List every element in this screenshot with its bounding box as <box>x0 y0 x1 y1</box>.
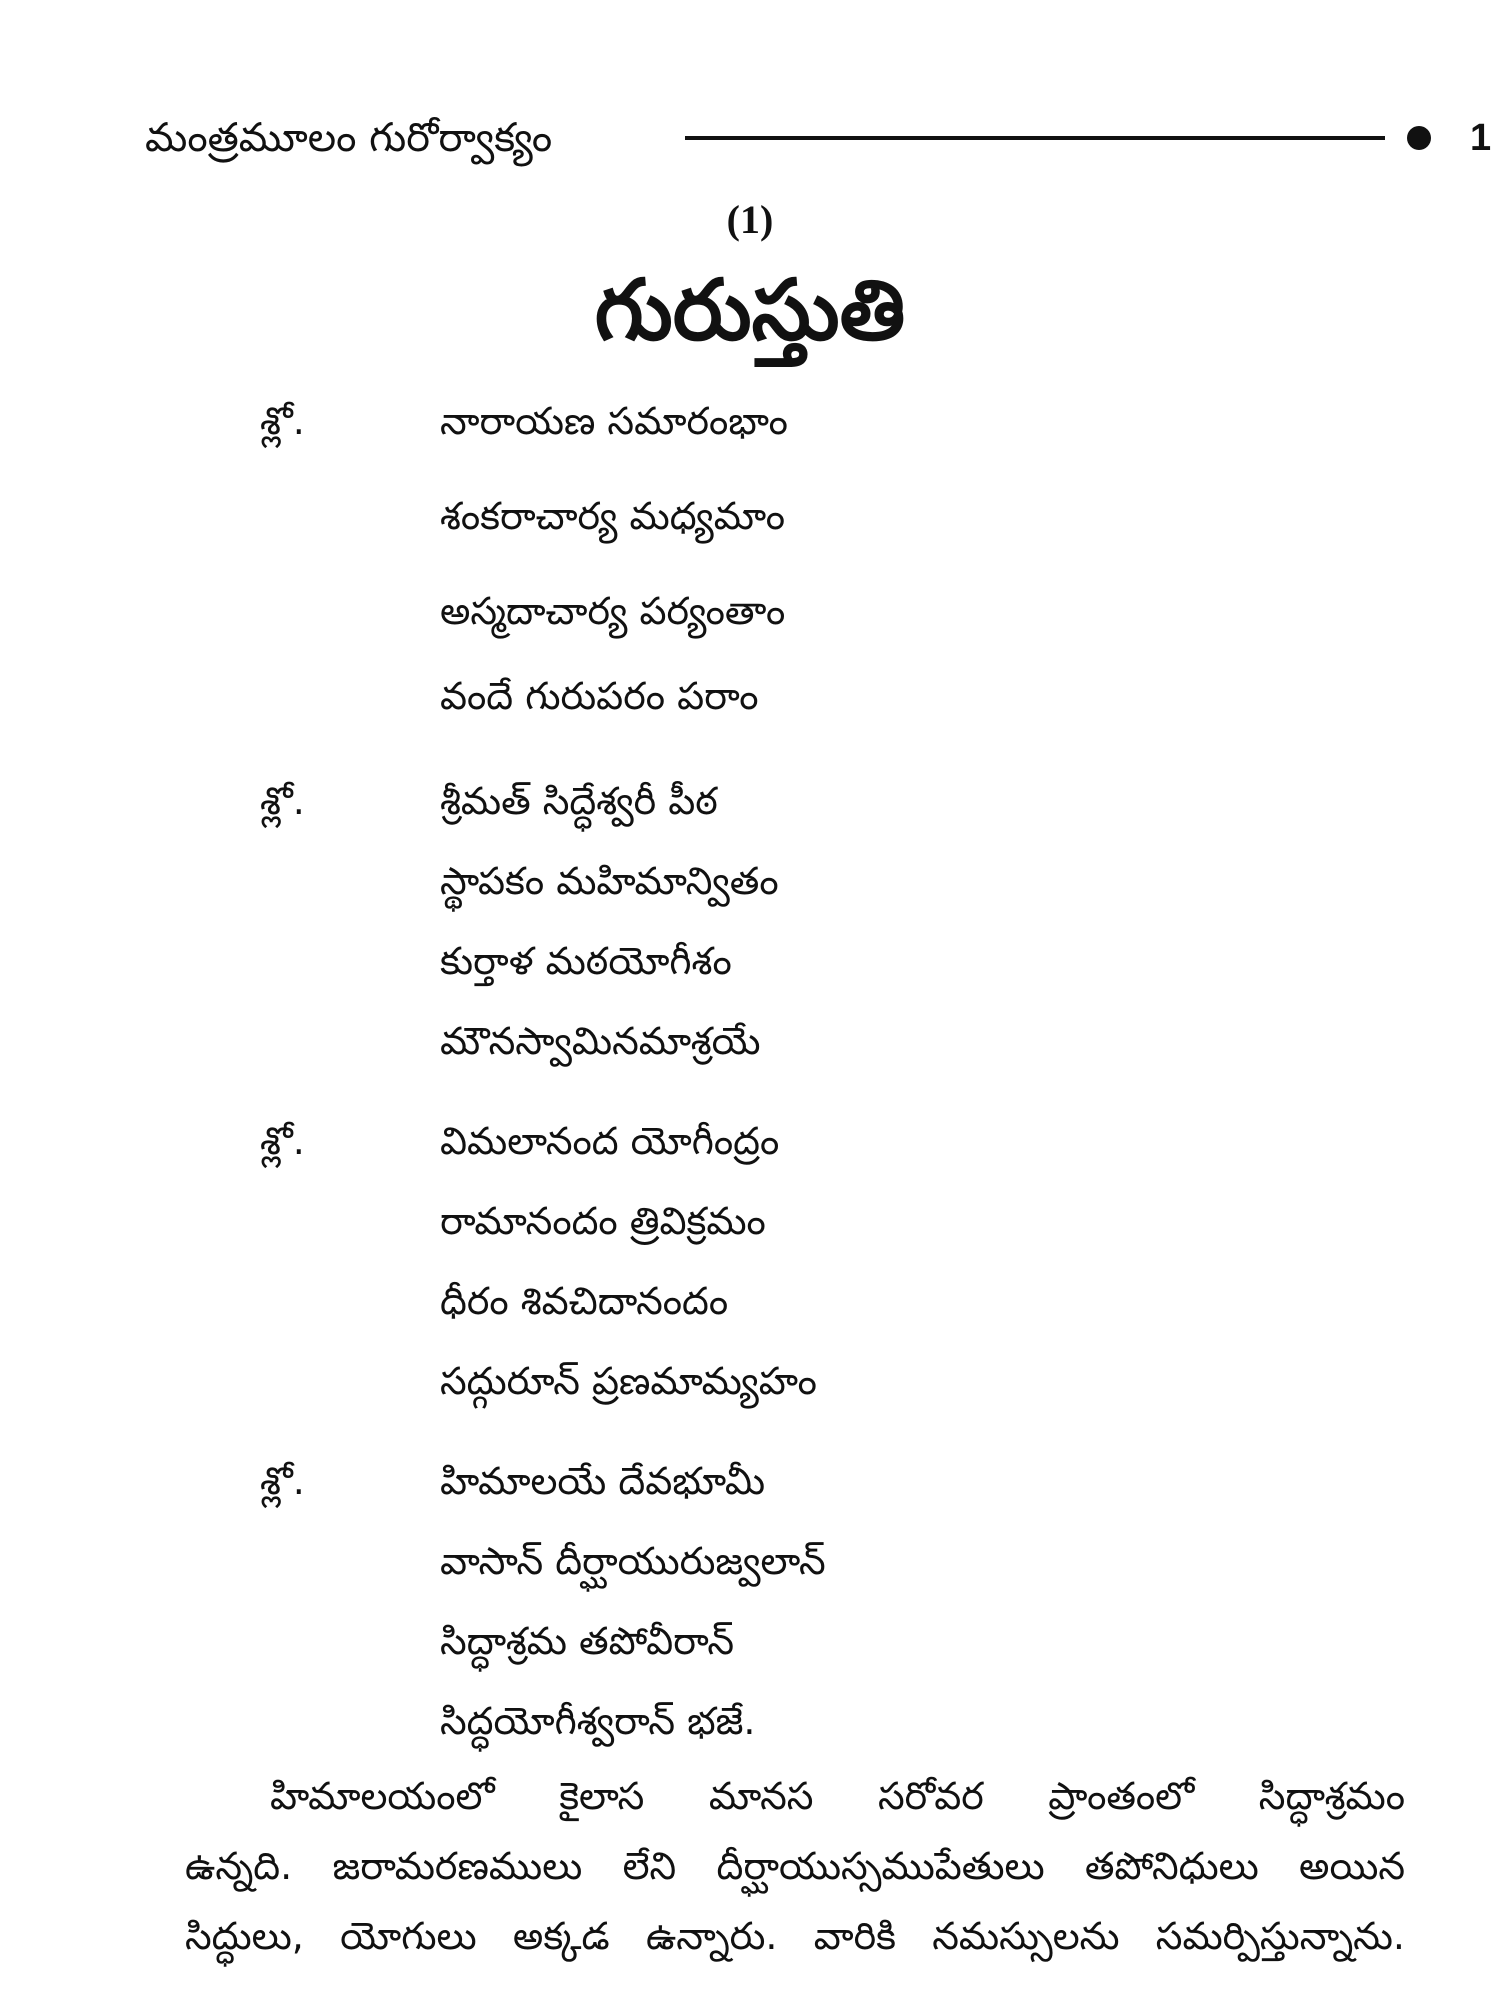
verse-marker: శ్లో. <box>260 1119 305 1163</box>
running-header-title: మంత్రమూలం గురోర్వాక్యం <box>145 115 553 161</box>
verse-line: ధీరం శివచిదానందం <box>440 1279 729 1323</box>
verse-line: శ్రీమత్ సిద్ధేశ్వరీ పీఠ <box>440 779 718 823</box>
verse-line: సద్గురూన్ ప్రణమామ్యహం <box>440 1359 817 1403</box>
paragraph-line: ఉన్నది. జరామరణములు లేని దీర్ఘాయుస్సముపేతులు తపోనిధులు అయిన <box>185 1844 1405 1888</box>
verse-line: వందే గురుపరం పరాం <box>440 674 759 718</box>
verse-marker: శ్లో. <box>260 399 305 443</box>
verse-line: కుర్తాళ మఠయోగీశం <box>440 939 732 983</box>
verse-line: స్థాపకం మహిమాన్వితం <box>440 859 779 903</box>
running-header <box>145 108 1492 168</box>
paragraph-line: హిమాలయంలో కైలాస మానస సరోవర ప్రాంతంలో సిద్ధాశ్రమం <box>270 1774 1405 1818</box>
paragraph-line: సిద్ధులు, యోగులు అక్కడ ఉన్నారు. వారికి నమస్సులను సమర్పిస్తున్నాను. <box>185 1914 1405 1958</box>
verse-line: సిద్ధాశ్రమ తపోవీరాన్ <box>440 1619 735 1663</box>
chapter-number: (1) <box>726 197 774 242</box>
verse-marker: శ్లో. <box>260 1459 305 1503</box>
verse-line: హిమాలయే దేవభూమీ <box>440 1459 766 1503</box>
verse-line: రామానందం త్రివిక్రమం <box>440 1199 766 1243</box>
verse-line: వాసాన్ దీర్ఘాయురుజ్వలాన్ <box>440 1539 826 1583</box>
verse-line: మౌనస్వామినమాశ్రయే <box>440 1019 761 1063</box>
chapter-title: గురుస్తుతి <box>594 261 906 359</box>
verse-line: నారాయణ సమారంభాం <box>440 399 788 443</box>
verse-marker: శ్లో. <box>260 779 305 823</box>
verse-line: సిద్ధయోగీశ్వరాన్ భజే. <box>440 1699 756 1743</box>
verse-line: అస్మదాచార్య పర్యంతాం <box>440 589 786 633</box>
header-rule-dot <box>1407 126 1431 150</box>
header-rule <box>685 136 1385 140</box>
verse-line: విమలానంద యోగీంద్రం <box>440 1119 780 1163</box>
verse-line: శంకరాచార్య మధ్యమాం <box>440 494 785 538</box>
page-number: 1 <box>1470 117 1492 159</box>
